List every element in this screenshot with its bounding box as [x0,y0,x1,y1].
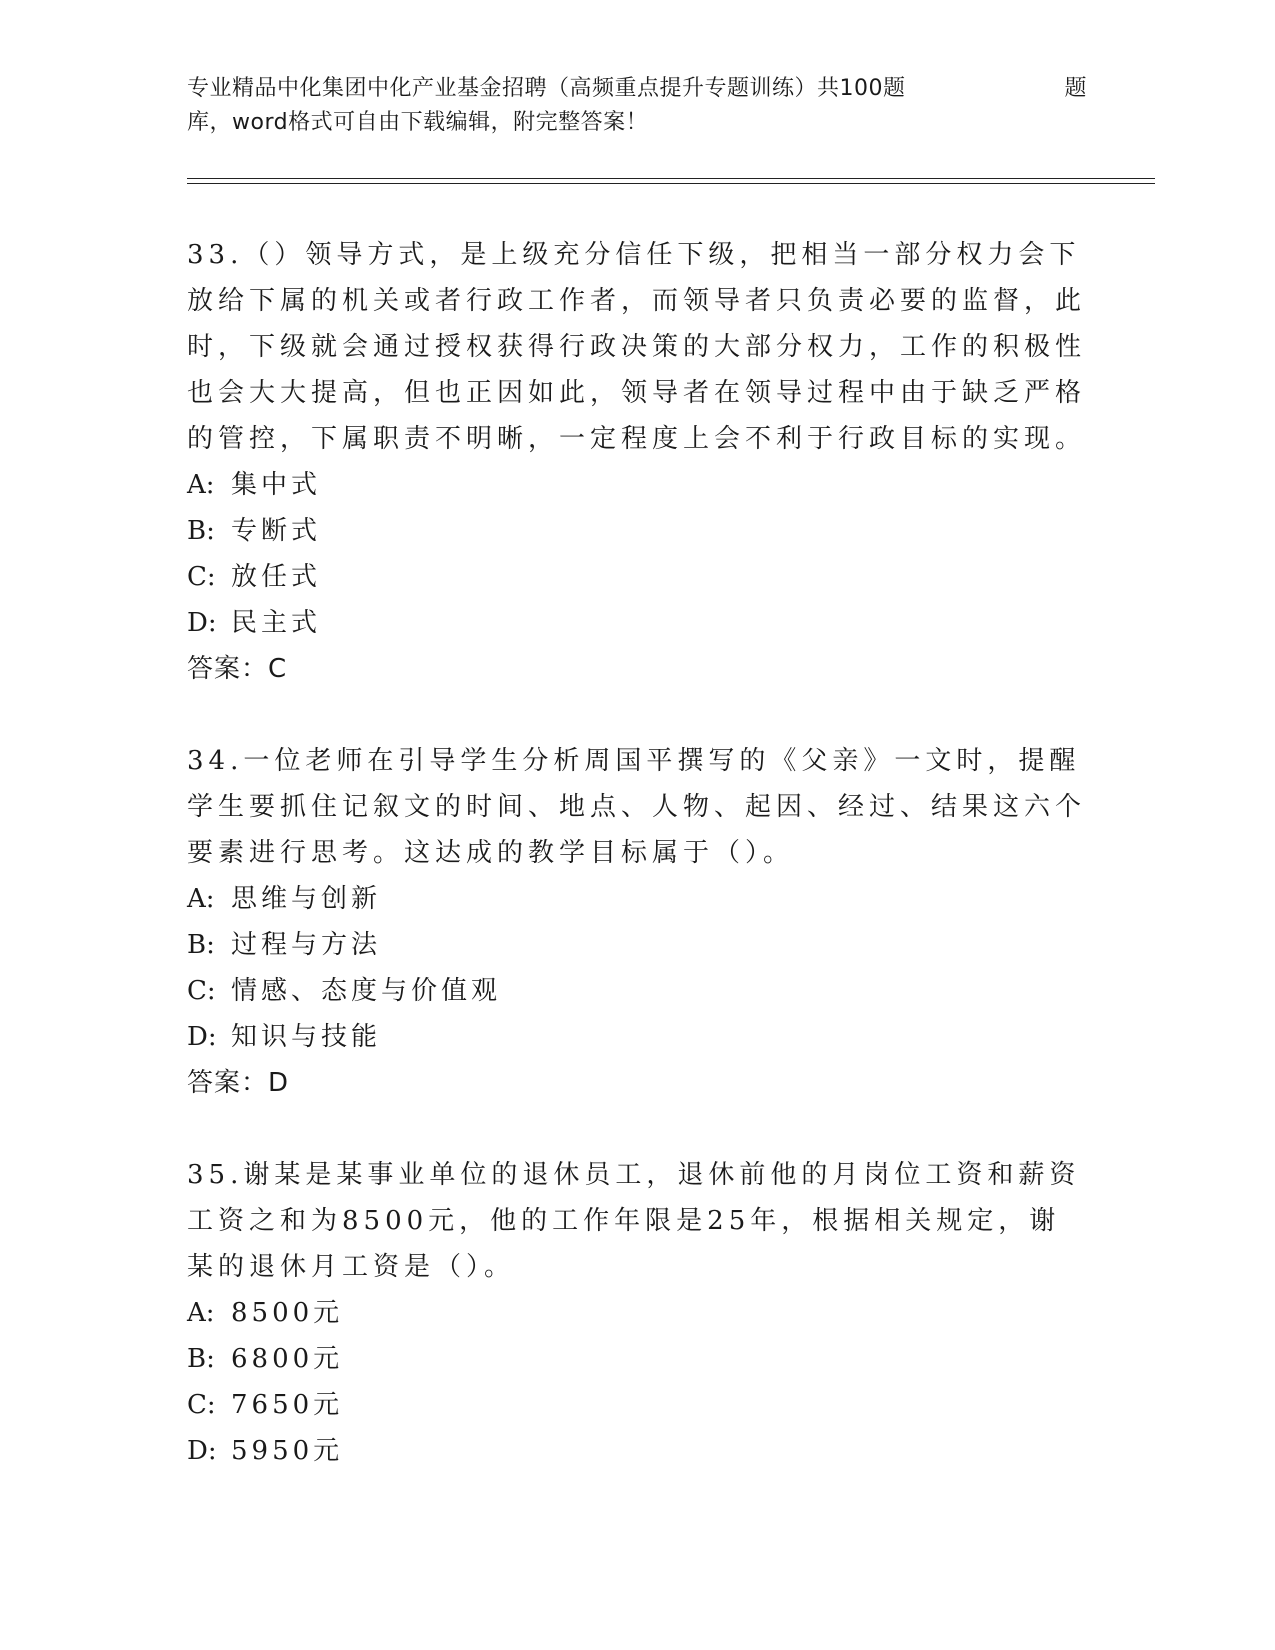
option-letter: D: [187,1022,217,1052]
option-letter: A: [187,1298,215,1328]
option-letter: A: [187,884,215,914]
question-33 [187,232,1087,692]
option-a [187,1290,1087,1336]
question-stem: 34.一位老师在引导学生分析周国平撰写的《父亲》一文时，提醒学生要抓住记叙文的时间、地点、人物、起因、经过、结果这六个要素进行思考。这达成的教学目标属于（）。 [187,746,1087,868]
option-b [187,1336,1087,1382]
option-a [187,462,1087,508]
option-text: 专断式 [231,516,322,546]
header-title-end: 题 [1064,76,1087,101]
option-d [187,600,1087,646]
option-letter: B: [187,930,215,960]
answer-line: 答案：D [187,1068,290,1098]
header-divider-top [187,178,1155,179]
option-b [187,922,1087,968]
option-text: 放任式 [231,562,322,592]
option-letter: C: [187,562,216,592]
option-c [187,968,1087,1014]
header-divider-bottom [187,183,1155,184]
option-c [187,1382,1087,1428]
option-text: 情感、态度与价值观 [231,976,502,1006]
answer-line: 答案：C [187,654,288,684]
option-letter: B: [187,516,215,546]
option-text: 7650元 [231,1390,344,1420]
option-text: 思维与创新 [231,884,382,914]
question-35 [187,1152,1087,1474]
option-d [187,1428,1087,1474]
question-stem: 33.（）领导方式，是上级充分信任下级，把相当一部分权力会下放给下属的机关或者行政工作者，而领导者只负责必要的监督，此时，下级就会通过授权获得行政决策的大部分权力，工作的积极性也会大大提高，但也正因如此，领导者在领导过程中由于缺乏严格的管控，下属职责不明晰，一定程度上会不利于行政目标的实现。 [187,240,1087,454]
question-stem: 35.谢某是某事业单位的退休员工，退休前他的月岗位工资和薪资工资之和为8500元，他的工作年限是25年，根据相关规定，谢某的退休月工资是（）。 [187,1160,1081,1282]
option-b [187,508,1087,554]
question-34 [187,738,1087,1106]
option-letter: C: [187,1390,216,1420]
option-letter: A: [187,470,215,500]
question-list [187,232,1087,1520]
option-a [187,876,1087,922]
option-text: 民主式 [231,608,322,638]
option-letter: D: [187,608,217,638]
option-letter: C: [187,976,216,1006]
option-d [187,1014,1087,1060]
option-letter: D: [187,1436,217,1466]
option-text: 8500元 [231,1298,344,1328]
header-line-1 [187,72,1087,106]
header-title: 专业精品中化集团中化产业基金招聘（高频重点提升专题训练）共100题 [187,76,906,101]
option-text: 集中式 [231,470,322,500]
header-line-2: 库，word格式可自由下载编辑，附完整答案！ [187,110,649,135]
option-text: 5950元 [231,1436,344,1466]
option-letter: B: [187,1344,215,1374]
option-text: 过程与方法 [231,930,382,960]
option-text: 知识与技能 [231,1022,382,1052]
option-text: 6800元 [231,1344,344,1374]
option-c [187,554,1087,600]
document-header [187,72,1087,140]
